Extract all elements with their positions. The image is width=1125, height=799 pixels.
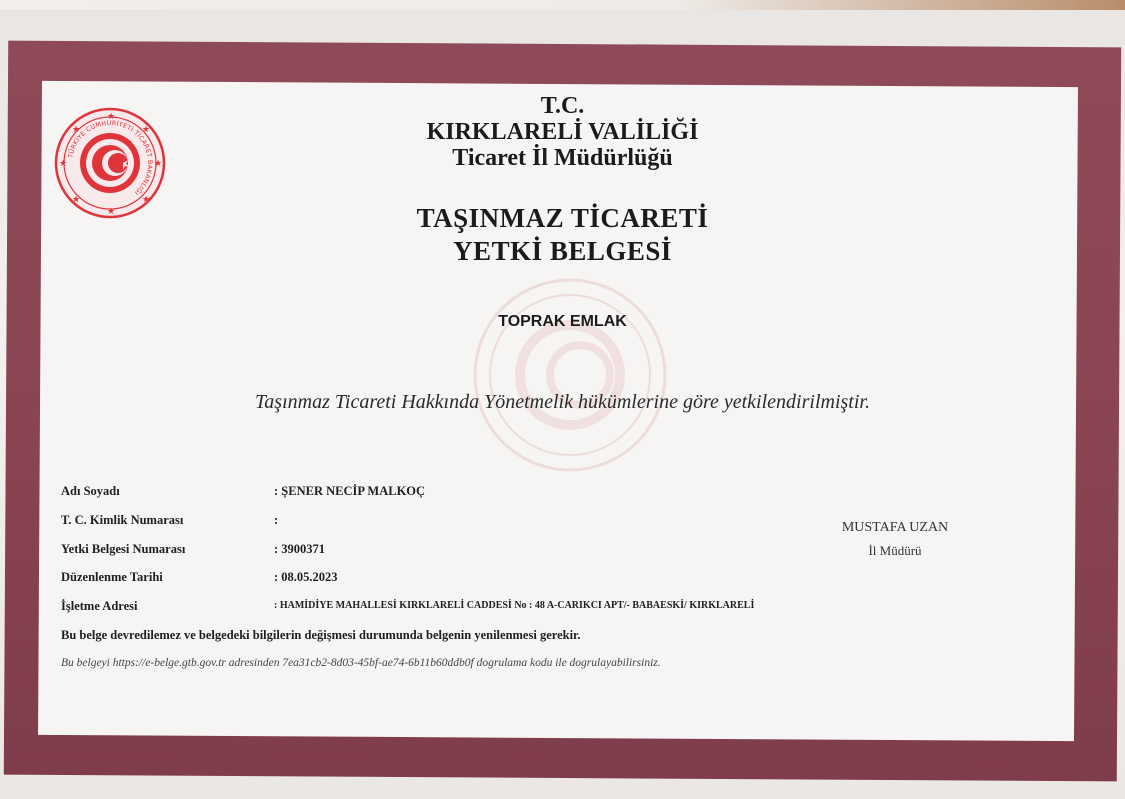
field-label-certificate-number: Yetki Belgesi Numarası [61, 542, 186, 556]
verification-note: Bu belgeyi https://e-belge.gtb.gov.tr adresinden 7ea31cb2-8d03-45bf-ae74-6b11b60ddb0f dogrulama kodu ile dogrulayabilirsiniz. [61, 657, 661, 669]
field-value-certificate-number: : 3900371 [274, 542, 326, 556]
svg-text:★: ★ [154, 159, 163, 169]
header-tc: T.C. [540, 93, 585, 119]
svg-text:★: ★ [142, 195, 151, 205]
svg-text:TÜRKİYE CUMHURİYETİ TİCARET BA: TÜRKİYE CUMHURİYETİ TİCARET BAKANLIĞI [67, 119, 154, 197]
header-directorate: Ticaret İl Müdürlüğü [452, 145, 673, 171]
svg-text:★: ★ [72, 125, 81, 135]
authorization-statement: Taşınmaz Ticareti Hakkında Yönetmelik hükümlerine göre yetkilendirilmiştir. [255, 391, 870, 413]
field-label-id-number: T. C. Kimlik Numarası [61, 513, 184, 527]
svg-text:★: ★ [107, 207, 116, 217]
company-name: TOPRAK EMLAK [498, 313, 627, 330]
watermark-emblem [435, 275, 705, 475]
signatory-title: İl Müdürü [868, 543, 922, 558]
field-value-business-address: : HAMİDİYE MAHALLESİ KIRKLARELİ CADDESİ No : 48 A-CARIKCI APT/- BABAESKİ/ KIRKLARELİ [274, 600, 755, 611]
svg-text:★: ★ [107, 112, 116, 122]
field-value-issue-date: : 08.05.2023 [274, 570, 338, 584]
table-background [0, 0, 1125, 10]
field-label-business-address: İşletme Adresi [61, 599, 138, 613]
svg-text:★: ★ [142, 125, 151, 135]
certificate-title-line1: TAŞINMAZ TİCARETİ [416, 203, 709, 233]
field-label-issue-date: Düzenlenme Tarihi [61, 570, 163, 584]
header-governorship: KIRKLARELİ VALİLİĞİ [426, 119, 699, 145]
signatory-name: MUSTAFA UZAN [841, 520, 949, 535]
certificate-title-line2: YETKİ BELGESİ [453, 236, 672, 266]
field-value-name: : ŞENER NECİP MALKOÇ [274, 484, 426, 498]
field-label-name: Adı Soyadı [61, 484, 120, 498]
transfer-notice: Bu belge devredilemez ve belgedeki bilgilerin değişmesi durumunda belgenin yenilenmesi gerekir. [61, 628, 581, 642]
field-value-id-number: : [274, 513, 279, 527]
svg-text:★: ★ [72, 195, 81, 205]
svg-text:★: ★ [59, 159, 68, 169]
